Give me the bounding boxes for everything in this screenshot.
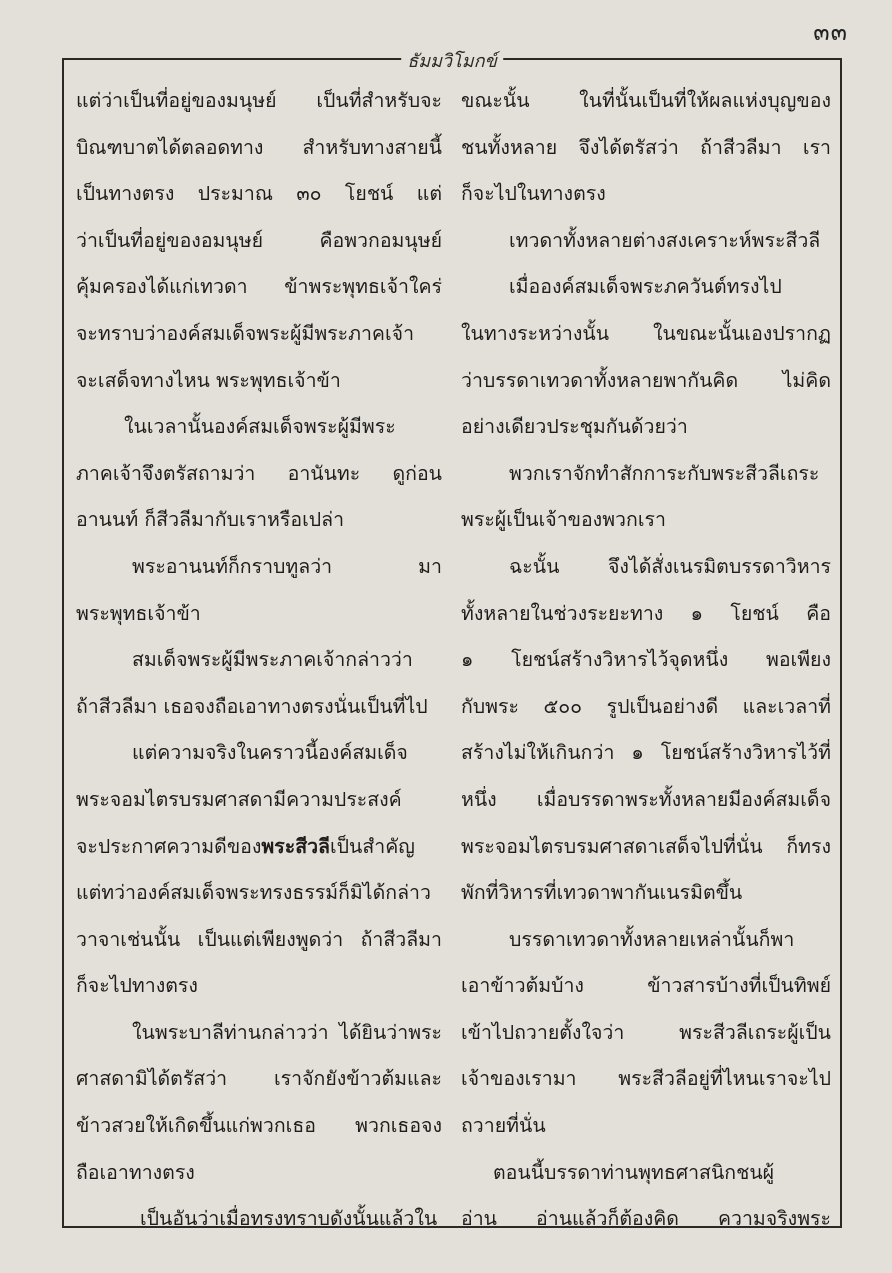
- paragraph-line: ก็จะไปทางตรง: [76, 974, 198, 998]
- paragraph-line: ขณะนั้น ในที่นั้นเป็นที่ให้ผลแห่งบุญของ: [461, 89, 831, 112]
- left-column: [76, 78, 442, 1243]
- paragraph-line: เมื่อองค์สมเด็จพระภควันต์ทรงไป: [509, 275, 782, 299]
- paragraph-line: สร้างไม่ให้เกินกว่า ๑ โยชน์สร้างวิหารไว้ที่: [461, 741, 831, 765]
- text-frame: [62, 51, 842, 1231]
- paragraph-line: ภาคเจ้าจึงตรัสถามว่า อานันทะ ดูก่อน: [76, 461, 442, 485]
- paragraph-line: แต่ทว่าองค์สมเด็จพระทรงธรรม์ก็มิได้กล่าว: [76, 881, 431, 905]
- paragraph-line: พวกเราจักทำสักการะกับพระสีวลีเถระ: [509, 461, 820, 485]
- paragraph-line: อ่าน อ่านแล้วก็ต้องคิด ความจริงพระ: [461, 1207, 831, 1231]
- running-header: ธัมมวิโมกข์: [401, 46, 503, 75]
- paragraph-line: กับพระ ๕๐๐ รูปเป็นอย่างดี และเวลาที่: [461, 694, 831, 718]
- paragraph-line: ถือเอาทางตรง: [76, 1160, 195, 1184]
- paragraph-line: หนึ่ง เมื่อบรรดาพระทั้งหลายมีองค์สมเด็จ: [461, 787, 831, 811]
- paragraph-line: จะเสด็จทางไหน พระพุทธเจ้าข้า: [76, 368, 341, 392]
- paragraph-line: พระอานนท์ก็กราบทูลว่า มา: [132, 554, 442, 578]
- paragraph-line: เข้าไปถวายตั้งใจว่า พระสีวลีเถระผู้เป็น: [461, 1020, 831, 1044]
- paragraph-line: ๑ โยชน์สร้างวิหารไว้จุดหนึ่ง พอเพียง: [461, 648, 831, 672]
- paragraph-line: แต่ว่าเป็นที่อยู่ของมนุษย์ เป็นที่สำหรับจะ: [76, 89, 442, 112]
- paragraph-line: ทั้งหลายในช่วงระยะทาง ๑ โยชน์ คือ: [461, 601, 831, 625]
- paragraph-line: เป็นอันว่าเมื่อทรงทราบดังนั้นแล้วใน: [140, 1207, 438, 1231]
- paragraph-line: เจ้าของเรามา พระสีวลีอยู่ที่ไหนเราจะไป: [461, 1067, 831, 1091]
- right-column: [461, 78, 831, 1243]
- paragraph-line: พระผู้เป็นเจ้าของพวกเรา: [461, 508, 666, 532]
- paragraph-line: เทวดาทั้งหลายต่างสงเคราะห์พระสีวลี: [509, 228, 821, 252]
- page-number: ๓๓: [813, 18, 848, 46]
- paragraph-line: ก็จะไปในทางตรง: [461, 182, 606, 206]
- paragraph-line: วาจาเช่นนั้น เป็นแต่เพียงพูดว่า ถ้าสีวลีมา: [76, 927, 442, 951]
- paragraph-line: เอาข้าวต้มบ้าง ข้าวสารบ้างที่เป็นทิพย์: [461, 974, 831, 998]
- bold-name: พระสีวลี: [261, 834, 330, 858]
- paragraph-line: ตอนนี้บรรดาท่านพุทธศาสนิกชนผู้: [493, 1160, 775, 1184]
- paragraph-line: พระจอมไตรบรมศาสดาเสด็จไปที่นั่น ก็ทรง: [461, 834, 831, 858]
- paragraph-line: ถ้าสีวลีมา เธอจงถือเอาทางตรงนั่นเป็นที่ไป: [76, 694, 428, 718]
- paragraph-line: ฉะนั้น จึงได้สั่งเนรมิตบรรดาวิหาร: [509, 554, 831, 578]
- paragraph-line: ศาสดามิได้ตรัสว่า เราจักยังข้าวต้มและ: [76, 1067, 442, 1091]
- paragraph-line: อย่างเดียวประชุมกันด้วยว่า: [461, 415, 688, 439]
- paragraph-line: เป็นทางตรง ประมาณ ๓๐ โยชน์ แต่: [76, 182, 442, 206]
- paragraph-line: ในทางระหว่างนั้น ในขณะนั้นเองปรากฏ: [461, 321, 831, 345]
- paragraph-line: สมเด็จพระผู้มีพระภาคเจ้ากล่าวว่า: [132, 648, 413, 672]
- paragraph-line: คุ้มครองได้แก่เทวดา ข้าพระพุทธเจ้าใคร่: [76, 275, 442, 299]
- paragraph-line: ชนทั้งหลาย จึงได้ตรัสว่า ถ้าสีวลีมา เรา: [461, 135, 831, 159]
- paragraph-line: ถวายที่นั่น: [461, 1114, 546, 1138]
- paragraph-line: บิณฑบาตได้ตลอดทาง สำหรับทางสายนี้: [76, 135, 442, 159]
- paragraph-line: ว่าบรรดาเทวดาทั้งหลายพากันคิด ไม่คิด: [461, 368, 831, 392]
- paragraph-line: พระพุทธเจ้าข้า: [76, 601, 201, 625]
- paragraph-line: บรรดาเทวดาทั้งหลายเหล่านั้นก็พา: [509, 927, 795, 951]
- paragraph-line: ในเวลานั้นองค์สมเด็จพระผู้มีพระ: [124, 415, 396, 439]
- paragraph-line-emphasis: จะประกาศความดีของพระสีวลีเป็นสำคัญ: [76, 834, 415, 858]
- paragraph-line: ว่าเป็นที่อยู่ของอมนุษย์ คือพวกอมนุษย์: [76, 228, 442, 252]
- paragraph-line: ข้าวสวยให้เกิดขึ้นแก่พวกเธอ พวกเธอจง: [76, 1114, 442, 1138]
- paragraph-line: อานนท์ ก็สีวลีมากับเราหรือเปล่า: [76, 508, 345, 532]
- paragraph-line: ในพระบาลีท่านกล่าวว่า ได้ยินว่าพระ: [132, 1020, 442, 1044]
- paragraph-line: พักที่วิหารที่เทวดาพากันเนรมิตขึ้น: [461, 881, 743, 905]
- paragraph-line: จะทราบว่าองค์สมเด็จพระผู้มีพระภาคเจ้า: [76, 321, 415, 345]
- paragraph-line: แต่ความจริงในคราวนี้องค์สมเด็จ: [132, 741, 408, 765]
- paragraph-line: พระจอมไตรบรมศาสดามีความประสงค์: [76, 787, 402, 811]
